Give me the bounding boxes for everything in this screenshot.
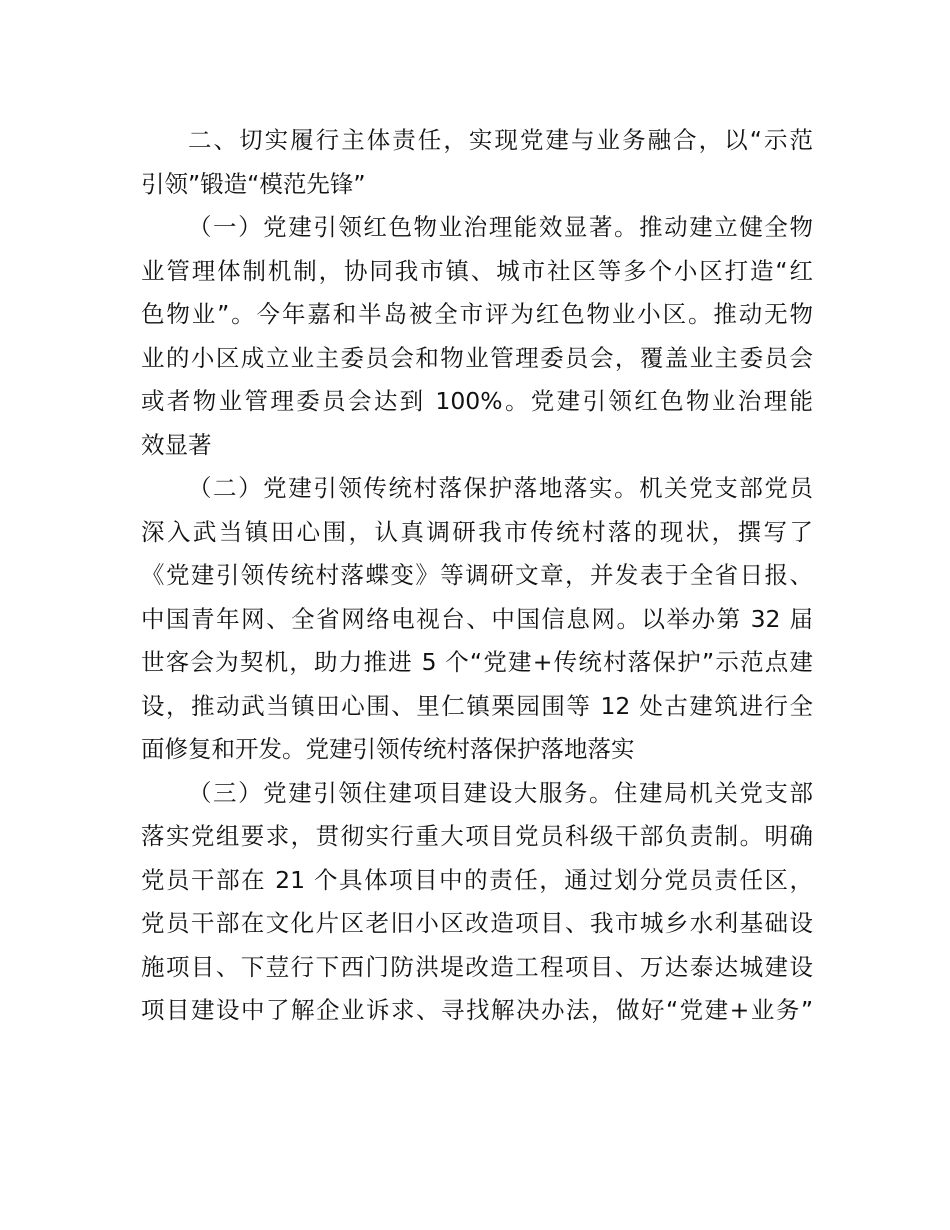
paragraph-line: 面修复和开发。党建引领传统村落保护落地落实 — [141, 735, 635, 763]
paragraph-line: 业的小区成立业主委员会和物业管理委员会，覆盖业主委员会 — [141, 343, 813, 372]
paragraph-line: 落实党组要求，贯彻实行重大项目党员科级干部负责制。明确 — [141, 822, 813, 850]
document-body — [141, 119, 813, 1033]
paragraph-line: 项目建设中了解企业诉求、寻找解决办法，做好“党建+业务” — [141, 996, 813, 1024]
paragraph-line: 色物业”。今年嘉和半岛被全市评为红色物业小区。推动无物 — [141, 300, 813, 328]
paragraph-line: 效显著 — [141, 430, 212, 459]
paragraph-traditional-villages — [141, 467, 813, 772]
paragraph-line: 设，推动武当镇田心围、里仁镇栗园围等 12 处古建筑进行全 — [141, 691, 813, 720]
heading-line: 引领”锻造“模范先锋” — [141, 169, 366, 198]
paragraph-line: 业管理体制机制，协同我市镇、城市社区等多个小区打造“红 — [141, 256, 813, 285]
paragraph-construction-projects — [141, 772, 813, 1033]
heading-line: 二、切实履行主体责任，实现党建与业务融合，以“示范 — [188, 126, 813, 154]
section-heading — [141, 119, 813, 206]
paragraph-line: 世客会为契机，助力推进 5 个“党建+传统村落保护”示范点建 — [141, 648, 813, 676]
paragraph-line: 或者物业管理委员会达到 100%。党建引领红色物业治理能 — [141, 387, 813, 415]
paragraph-line: 党员干部在 21 个具体项目中的责任，通过划分党员责任区， — [141, 865, 813, 894]
paragraph-line: 深入武当镇田心围，认真调研我市传统村落的现状，撰写了 — [141, 517, 813, 546]
paragraph-line: 党员干部在文化片区老旧小区改造项目、我市城乡水利基础设 — [141, 909, 813, 937]
paragraph-line: 施项目、下荳行下西门防洪堤改造工程项目、万达泰达城建设 — [141, 952, 813, 981]
paragraph-line: （三）党建引领住建项目建设大服务。住建局机关党支部 — [188, 778, 813, 807]
paragraph-red-property — [141, 206, 813, 467]
paragraph-line: 《党建引领传统村落蝶变》等调研文章，并发表于全省日报、 — [141, 561, 813, 589]
paragraph-line: 中国青年网、全省网络电视台、中国信息网。以举办第 32 届 — [141, 604, 813, 633]
paragraph-line: （一）党建引领红色物业治理能效显著。推动建立健全物 — [188, 213, 813, 241]
paragraph-line: （二）党建引领传统村落保护落地落实。机关党支部党员 — [188, 474, 813, 502]
